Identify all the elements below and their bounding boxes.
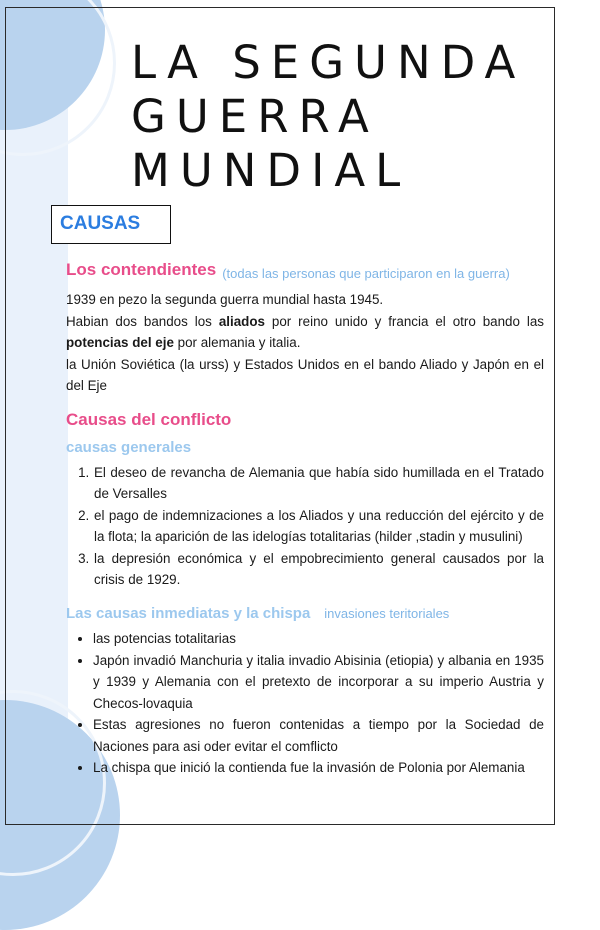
list-item: • La chispa que inició la contienda fue la invasión de Polonia por Alemania: [93, 757, 544, 779]
causas-generales-list: [66, 462, 544, 591]
title-line: LA SEGUNDA: [131, 36, 526, 89]
list-item: 3. la depresión económica y el empobrecimiento general causados por la crisis de 1929.: [93, 548, 544, 591]
bold-aliados: aliados: [218, 313, 265, 329]
inmediatas-header: [66, 603, 544, 625]
title-line: MUNDIAL: [131, 144, 411, 197]
causas-section-label: CAUSAS: [60, 213, 141, 234]
inmediatas-heading: Las causas inmediatas y la chispa: [66, 604, 311, 622]
contendientes-header: [66, 240, 544, 282]
inmediatas-note: invasiones teritoriales: [324, 605, 450, 621]
list-item: 1. El deseo de revancha de Alemania que había sido humillada en el Tratado de Versalles: [93, 462, 544, 505]
paragraph-urss: la Unión Soviética (la urss) y Estados Unidos en el bando Aliado y Japón en el del Eje: [66, 356, 544, 393]
text-run: Habian dos bandos los: [66, 313, 219, 329]
page-title: [131, 36, 525, 198]
contendientes-heading: Los contendientes: [66, 259, 217, 279]
bold-potencias-eje: potencias del eje: [66, 335, 174, 350]
text-run: por reino unido y francia el otro bando las: [264, 313, 544, 329]
list-item: • las potencias totalitarias: [93, 628, 544, 650]
contendientes-note: (todas las personas que participaron en la guerra): [222, 266, 510, 281]
conflicto-heading: Causas del conflicto: [66, 409, 232, 429]
list-item: • Estas agresiones no fueron contenidas a tiempo por la Sociedad de Naciones para asi oder evitar el comflicto: [93, 714, 544, 757]
paragraph-bandos: [66, 311, 544, 354]
title-line: GUERRA: [131, 90, 379, 143]
list-item: • Japón invadió Manchuria y italia invadio Abisinia (etiopia) y albania en 1935 y 1939 y Alemania con el pretexto de incorporar a su imperio Austria y Checos-lovaquia: [93, 650, 544, 715]
inmediatas-list: [66, 628, 544, 779]
document-body: [66, 240, 544, 779]
causas-section-box: [51, 205, 171, 244]
paragraph-1939: 1939 en pezo la segunda guerra mundial hasta 1945.: [66, 292, 384, 307]
causas-generales-heading: causas generales: [66, 439, 192, 456]
list-item: 2. el pago de indemnizaciones a los Aliados y una reducción del ejército y de la flota; la aparición de las idelogías totalitarias (hilder ,stadin y musulini): [93, 505, 544, 548]
text-run: por alemania y italia.: [173, 335, 301, 350]
